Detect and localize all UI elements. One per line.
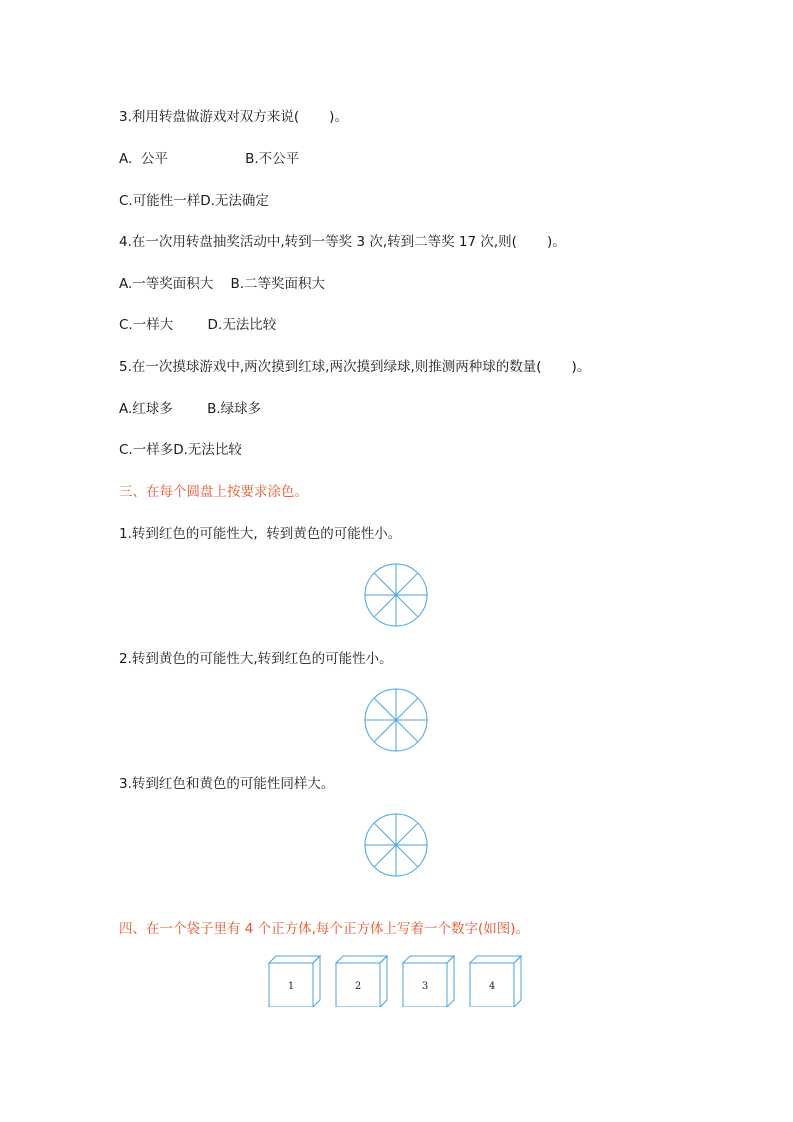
spinner-divider (396, 720, 418, 742)
question-5: 5.在一次摸球游戏中,两次摸到红球,两次摸到绿球,则推测两种球的数量( )。 (119, 359, 591, 375)
spinner-1 (364, 563, 428, 627)
question-5-options-ab: A.红球多 B.绿球多 (119, 401, 262, 417)
spinner-divider (374, 573, 396, 595)
section-3-heading: 三、在每个圆盘上按要求涂色。 (119, 484, 308, 500)
cube-label: 1 (287, 981, 295, 992)
cube-3 (403, 956, 454, 1007)
spinner-divider (396, 595, 418, 617)
question-4-options-ab: A.一等奖面积大 B.二等奖面积大 (119, 276, 326, 292)
spinner-divider (396, 823, 418, 845)
question-3: 3.利用转盘做游戏对双方来说( )。 (119, 109, 348, 125)
spinner-divider (374, 698, 396, 720)
cube-1 (269, 956, 320, 1007)
section-3-question-1: 1.转到红色的可能性大, 转到黄色的可能性小。 (119, 526, 402, 542)
spinner-divider (374, 845, 396, 867)
question-5-options-cd: C.一样多D.无法比较 (119, 442, 242, 458)
spinner-divider (396, 845, 418, 867)
spinner-divider (374, 595, 396, 617)
section-3-question-2: 2.转到黄色的可能性大,转到红色的可能性小。 (119, 651, 393, 667)
question-4-options-cd: C.一样大 D.无法比较 (119, 317, 277, 333)
spinner-divider (396, 698, 418, 720)
cube-label: 3 (421, 981, 429, 992)
cube-label: 2 (354, 981, 362, 992)
question-3-options-ab: A. 公平 B.不公平 (119, 151, 300, 167)
question-4: 4.在一次用转盘抽奖活动中,转到一等奖 3 次,转到二等奖 17 次,则( )。 (119, 234, 566, 250)
spinner-divider (396, 573, 418, 595)
cube-label: 4 (488, 981, 496, 992)
spinner-3 (364, 813, 428, 877)
spinner-divider (374, 720, 396, 742)
spinner-2 (364, 688, 428, 752)
cube-row (268, 955, 528, 1007)
section-3-question-3: 3.转到红色和黄色的可能性同样大。 (119, 776, 335, 792)
cube-4 (470, 956, 521, 1007)
section-4-heading: 四、在一个袋子里有 4 个正方体,每个正方体上写着一个数字(如图)。 (119, 921, 529, 937)
cube-2 (336, 956, 387, 1007)
question-3-options-cd: C.可能性一样D.无法确定 (119, 193, 269, 209)
spinner-divider (374, 823, 396, 845)
